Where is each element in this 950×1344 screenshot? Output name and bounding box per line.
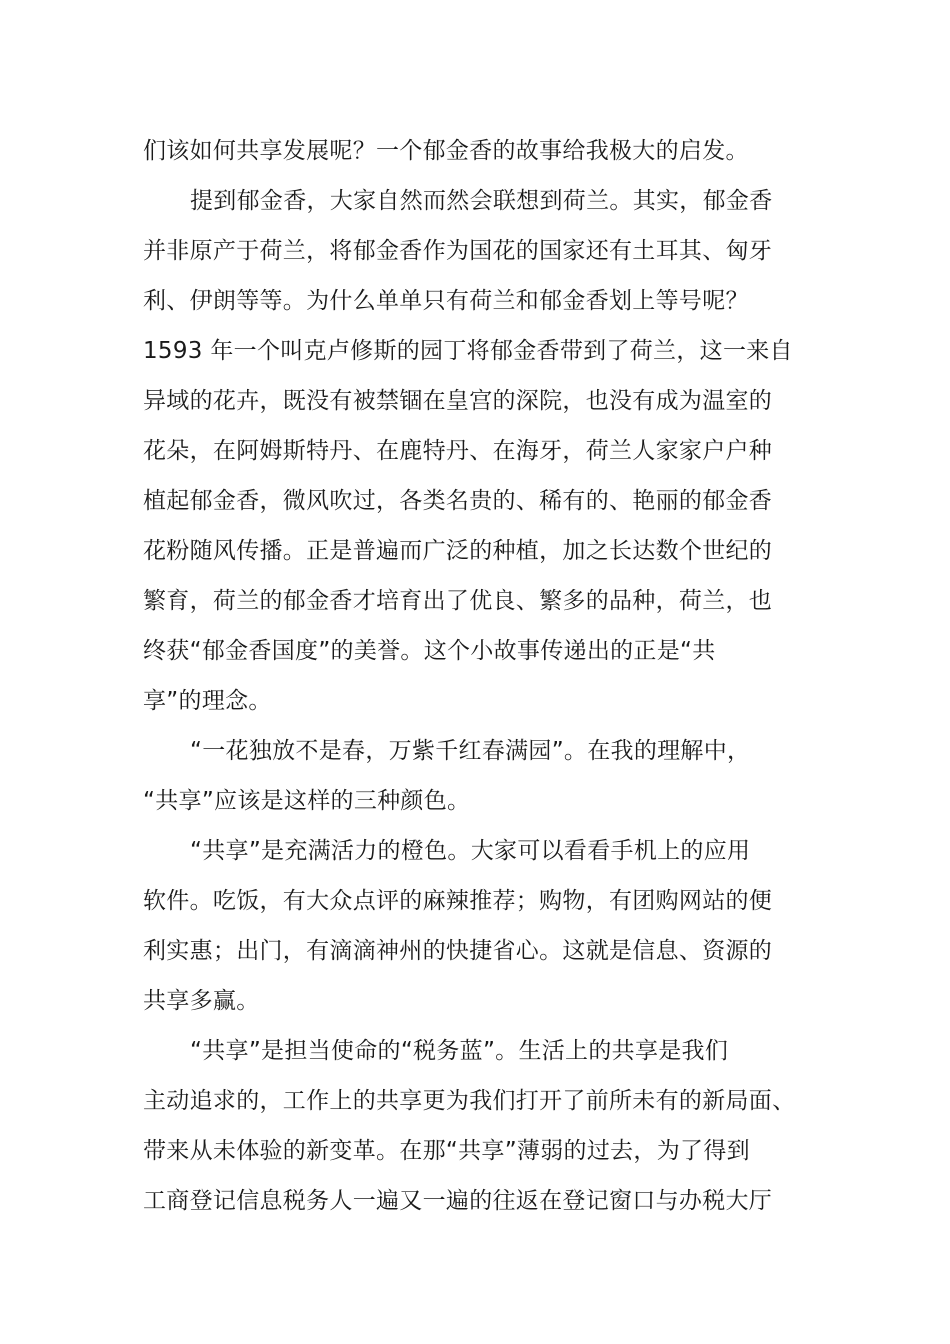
text-line: 享”的理念。 [143, 688, 272, 714]
text-line: 并非原产于荷兰，将郁金香作为国花的国家还有土耳其、匈牙 [143, 238, 773, 264]
document-body [143, 126, 807, 1226]
paragraph-first-line: “一花独放不是春，万紫千红春满园”。在我的理解中， [190, 738, 751, 764]
text-line: 们该如何共享发展呢？一个郁金香的故事给我极大的启发。 [143, 138, 749, 164]
text-line: 软件。吃饭，有大众点评的麻辣推荐；购物，有团购网站的便 [143, 888, 773, 914]
paragraph-first-line: “共享”是担当使命的“税务蓝”。生活上的共享是我们 [190, 1038, 729, 1064]
paragraph-first-line: “共享”是充满活力的橙色。大家可以看看手机上的应用 [190, 838, 751, 864]
text-line: “共享”应该是这样的三种颜色。 [143, 788, 471, 814]
text-line: 主动追求的，工作上的共享更为我们打开了前所未有的新局面、 [143, 1088, 796, 1114]
text-line: 植起郁金香，微风吹过，各类名贵的、稀有的、艳丽的郁金香 [143, 488, 773, 514]
text-line: 花粉随风传播。正是普遍而广泛的种植，加之长达数个世纪的 [143, 538, 773, 564]
text-line: 异域的花卉，既没有被禁锢在皇宫的深院，也没有成为温室的 [143, 388, 773, 414]
text-line: 花朵，在阿姆斯特丹、在鹿特丹、在海牙，荷兰人家家户户种 [143, 438, 773, 464]
text-line: 终获“郁金香国度”的美誉。这个小故事传递出的正是“共 [143, 638, 716, 664]
text-line: 1593 年一个叫克卢修斯的园丁将郁金香带到了荷兰，这一来自 [143, 338, 793, 364]
text-line: 繁育，荷兰的郁金香才培育出了优良、繁多的品种，荷兰，也 [143, 588, 773, 614]
text-line: 利、伊朗等等。为什么单单只有荷兰和郁金香划上等号呢？ [143, 288, 749, 314]
text-line: 共享多赢。 [143, 988, 260, 1014]
paragraph-first-line: 提到郁金香，大家自然而然会联想到荷兰。其实，郁金香 [190, 188, 773, 214]
text-line: 工商登记信息税务人一遍又一遍的往返在登记窗口与办税大厅 [143, 1188, 773, 1214]
text-line: 带来从未体验的新变革。在那“共享”薄弱的过去，为了得到 [143, 1138, 750, 1164]
text-line: 利实惠；出门，有滴滴神州的快捷省心。这就是信息、资源的 [143, 938, 773, 964]
